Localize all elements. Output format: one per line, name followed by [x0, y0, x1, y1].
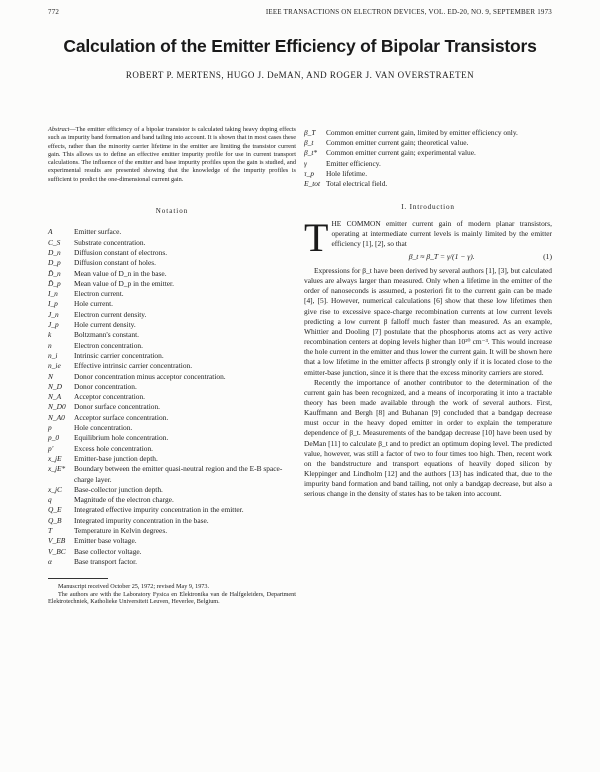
notation-definition: Magnitude of the electron charge. — [74, 495, 174, 505]
notation-entry — [48, 361, 296, 371]
notation-symbol: n_i — [48, 350, 58, 360]
notation-definition: Emitter-base junction depth. — [74, 453, 158, 463]
notation-symbol: Q_E — [48, 505, 62, 515]
notation-definition: Hole current. — [74, 299, 113, 309]
notation-entry — [48, 341, 296, 351]
notation-list — [48, 227, 296, 567]
notation-definition: Common emitter current gain, limited by emitter efficiency only. — [326, 128, 518, 137]
notation-symbol: x_jC — [48, 484, 62, 494]
notation-definition: Acceptor concentration. — [74, 392, 145, 402]
intro-paragraph-2: Expressions for β_t have been derived by several authors [1], [3], but calculated values are always larger than measured. Only when a lifetime in the emitter of the order of nanoseconds is assumed, a posteriori fit to the current gain can be made [4], [5]. However, numerical calculations [6] show that these low lifetimes then give rise to excessive space-charge recombination currents at low current levels predicting a low current β falloff much faster than measured. As an example, Whittier and Dooling [7] postulate that the phosphorus atoms act as very active recombination centers at doping levels higher than 10²⁰ cm⁻³. This would increase the hole current in the emitter and thus lower the current gain. It will be shown here that a low lifetime in the emitter affects β strongly only if it is located close to the emitter-base junction, since it is there that the excess minority carriers are stored. — [304, 265, 552, 377]
notation-symbol: β_t — [304, 138, 314, 148]
notation-definition: Donor concentration minus acceptor concentration. — [74, 371, 226, 381]
notation-definition: Integrated effective impurity concentration in the emitter. — [74, 505, 244, 515]
notation-entry — [304, 148, 552, 158]
notation-definition: Electron concentration. — [74, 340, 143, 350]
notation-definition: Donor surface concentration. — [74, 402, 160, 412]
notation-symbol: N_A — [48, 392, 62, 402]
notation-definition: Diffusion constant of holes. — [74, 258, 156, 268]
notation-symbol: n_ie — [48, 361, 61, 371]
footnote-received: Manuscript received October 25, 1972; revised May 9, 1973. — [58, 583, 210, 591]
notation-symbol: D̄_p — [48, 278, 61, 288]
notation-definition: Integrated impurity concentration in the base. — [74, 515, 209, 525]
right-column — [304, 128, 552, 500]
left-column — [48, 126, 296, 606]
notation-definition: Electron current density. — [74, 309, 147, 319]
notation-symbol: β_t* — [304, 148, 318, 158]
notation-definition: Hole current density. — [74, 320, 136, 330]
notation-symbol: V_BC — [48, 546, 66, 556]
notation-entry — [304, 128, 552, 138]
paper-title: Calculation of the Emitter Efficiency of Bipolar Transistors — [63, 36, 537, 56]
notation-entry — [48, 248, 296, 258]
author-line: ROBERT P. MERTENS, HUGO J. DeMAN, AND ROGER J. VAN OVERSTRAETEN — [125, 70, 475, 80]
journal-reference: IEEE TRANSACTIONS ON ELECTRON DEVICES, VOL. ED-20, NO. 9, SEPTEMBER 1973 — [265, 8, 552, 16]
introduction-heading: I. Introduction — [401, 203, 455, 212]
notation-entry — [48, 454, 296, 464]
notation-entry — [48, 526, 296, 536]
notation-entry — [304, 169, 552, 179]
notation-definition: Common emitter current gain; experimental value. — [326, 148, 476, 158]
notation-symbol: D_p — [48, 258, 61, 268]
notation-entry — [48, 320, 296, 330]
notation-definition: Boundary between the emitter quasi-neutral region and the E-B space-charge layer. — [74, 464, 283, 484]
notation-entry — [48, 557, 296, 567]
notation-symbol: E_tot — [304, 179, 321, 189]
notation-definition: Common emitter current gain; theoretical value. — [326, 138, 469, 148]
notation-symbol: α — [48, 556, 52, 566]
notation-entry — [48, 372, 296, 382]
notation-entry — [48, 547, 296, 557]
notation-list-continued — [304, 128, 552, 189]
notation-entry — [48, 536, 296, 546]
notation-entry — [304, 179, 552, 189]
notation-symbol: D_n — [48, 247, 61, 257]
notation-entry — [48, 382, 296, 392]
abstract — [48, 126, 296, 184]
notation-symbol: N_A0 — [48, 412, 65, 422]
notation-entry — [48, 238, 296, 248]
notation-entry — [48, 258, 296, 268]
notation-entry — [48, 413, 296, 423]
notation-entry — [48, 299, 296, 309]
notation-definition: Base transport factor. — [74, 556, 138, 566]
notation-symbol: x_jE — [48, 453, 62, 463]
notation-symbol: D̄_n — [48, 268, 61, 278]
notation-symbol: A — [48, 227, 53, 237]
page-number: 772 — [48, 8, 60, 16]
footnote-rule — [48, 578, 108, 579]
notation-entry — [48, 485, 296, 495]
notation-symbol: p — [48, 423, 52, 433]
notation-definition: Mean value of D_n in the base. — [74, 268, 167, 278]
notation-entry — [48, 402, 296, 412]
notation-entry — [48, 444, 296, 454]
notation-definition: Excess hole concentration. — [74, 443, 154, 453]
notation-symbol: V_EB — [48, 536, 66, 546]
notation-entry — [48, 227, 296, 237]
notation-entry — [48, 516, 296, 526]
notation-entry — [48, 423, 296, 433]
notation-symbol: β_T — [304, 128, 316, 137]
notation-entry — [48, 351, 296, 361]
equation-text: β_t ≈ β_T = γ/(1 − γ). — [408, 251, 475, 261]
notation-entry — [48, 464, 296, 485]
notation-entry — [48, 433, 296, 443]
notation-symbol: p' — [48, 443, 54, 453]
equation-1 — [304, 250, 552, 264]
notation-definition: Diffusion constant of electrons. — [74, 247, 168, 257]
notation-entry — [48, 269, 296, 279]
notation-definition: Temperature in Kelvin degrees. — [74, 525, 168, 535]
notation-definition: Hole concentration. — [74, 423, 133, 433]
notation-symbol: x_jE* — [48, 464, 66, 474]
notation-definition: Base-collector junction depth. — [74, 484, 163, 494]
notation-entry — [48, 392, 296, 402]
notation-entry — [304, 138, 552, 148]
notation-symbol: I_n — [48, 289, 58, 299]
notation-symbol: p_0 — [48, 433, 60, 443]
notation-definition: Equilibrium hole concentration. — [74, 433, 169, 443]
notation-definition: Intrinsic carrier concentration. — [74, 350, 164, 360]
notation-entry — [48, 279, 296, 289]
abstract-text: —The emitter efficiency of a bipolar transistor is calculated taking heavy doping effects such as impurity band formation and band tailing into account. It is shown that in most cases these effects, rather than the minority carrier lifetime in the emitter are limiting the transistor current gain. This allows us to define an effective emitter impurity profile for use in current transport calculations. The influence of the emitter and base impurity profiles upon the gain is studied, and experimental results are presented showing that the knowledge of the impurity profiles is sufficient to predict the one-dimensional current gain. — [48, 126, 296, 183]
notation-symbol: n — [48, 340, 52, 350]
notation-entry — [48, 330, 296, 340]
notation-definition: Emitter surface. — [74, 227, 122, 237]
notation-symbol: N_D — [48, 381, 62, 391]
abstract-label: Abstract — [48, 126, 70, 133]
drop-cap: T — [304, 214, 329, 260]
notation-entry — [304, 159, 552, 169]
notation-definition: Emitter efficiency. — [326, 158, 381, 168]
notation-symbol: Q_B — [48, 515, 62, 525]
notation-definition: Boltzmann's constant. — [74, 330, 139, 340]
notation-symbol: T — [48, 525, 53, 535]
footnote-affiliation: The authors are with the Laboratory Fysica en Elektronika van de Halfgeleiders, Department Elektrotechniek, Katholieke Universiteit Leuven, Heverlee, Belgium. — [48, 590, 296, 606]
notation-symbol: I_p — [48, 299, 58, 309]
notation-symbol: C_S — [48, 237, 61, 247]
notation-symbol: N — [48, 371, 53, 381]
running-header — [48, 8, 552, 20]
notation-definition: Substrate concentration. — [74, 237, 146, 247]
notation-definition: Acceptor surface concentration. — [74, 412, 169, 422]
notation-symbol: τ_p — [304, 168, 315, 178]
notation-definition: Electron current. — [74, 289, 124, 299]
notation-symbol: k — [48, 330, 52, 340]
notation-symbol: N_D0 — [48, 402, 66, 412]
equation-number: (1) — [543, 251, 552, 261]
notation-definition: Base collector voltage. — [74, 546, 142, 556]
intro-first-text: HE COMMON emitter current gain of modern planar transistors, operating at intermediate current levels is mainly limited by the emitter efficiency [1], [2], so that — [331, 218, 552, 248]
notation-symbol: J_p — [48, 320, 59, 330]
intro-paragraph-3: Recently the importance of another contributor to the determination of the current gain has been recognized, and a means of incorporating it into a tractable theory has been made available through the work of several authors. First, Kauffmann and Bergh [8] and Buhanan [9] concluded that a bandgap decrease must occur in the heavy doped emitter in order to explain the temperature dependence of β_t. Measurements of the bandgap decrease [10] have been used by DeMan [11] to calculate β_t and to predict an optimum doping level. The predicted value, however, was still a factor of two to four times too high. Then, recent work on the bandstructure and transport equations of heavily doped silicon by Kleppinger and Lindholm [12] and the authors [13] has indicated that, due to the impurity band formation and band tailing, not only a bandgap decrease, but also a serious change in the density of states has to be taken into account. — [304, 377, 552, 499]
notation-entry — [48, 505, 296, 515]
notation-heading: Notation — [155, 207, 189, 216]
notation-entry — [48, 289, 296, 299]
notation-definition: Donor concentration. — [74, 381, 137, 391]
notation-definition: Mean value of D_p in the emitter. — [74, 278, 174, 288]
notation-symbol: J_n — [48, 309, 59, 319]
notation-definition: Hole lifetime. — [326, 168, 368, 178]
notation-definition: Emitter base voltage. — [74, 536, 137, 546]
notation-entry — [48, 495, 296, 505]
notation-definition: Effective intrinsic carrier concentration. — [74, 361, 193, 371]
notation-entry — [48, 310, 296, 320]
notation-definition: Total electrical field. — [326, 179, 388, 189]
notation-symbol: q — [48, 495, 52, 505]
notation-symbol: γ — [304, 158, 307, 168]
